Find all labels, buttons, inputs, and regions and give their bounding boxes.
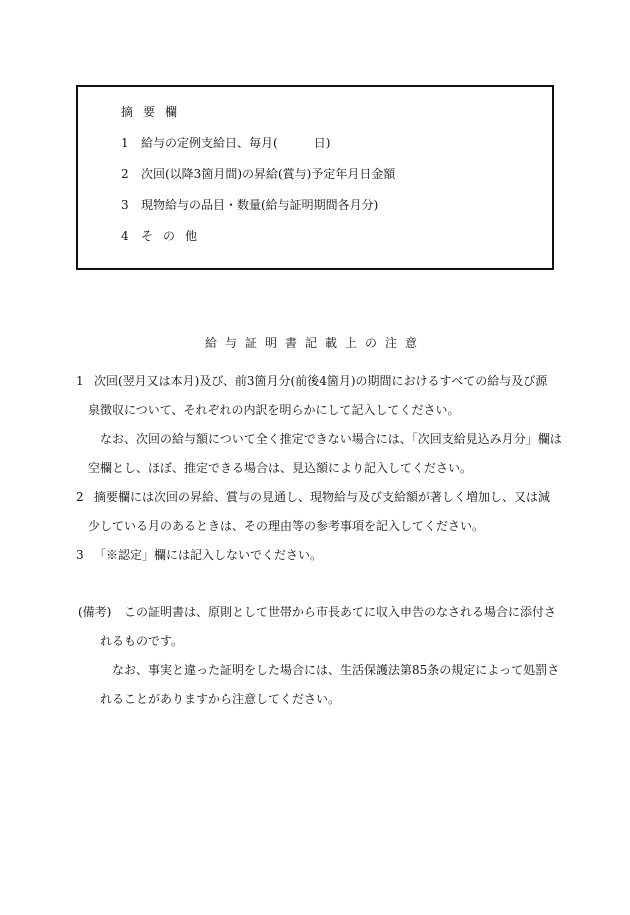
remarks-line-1 <box>78 605 556 619</box>
memo-title: 摘要欄 <box>121 105 188 119</box>
note-2-line-1 <box>76 490 550 504</box>
note-1-line-3: なお、次回の給与額について全く推定できない場合には、「次回支給見込み月分」欄は <box>100 432 562 446</box>
remarks-label: (備考) <box>78 605 112 619</box>
remarks-text: この証明書は、原則として世帯から市長あてに収入申告のなされる場合に添付さ <box>124 605 557 619</box>
note-number: 1 <box>76 374 84 388</box>
memo-item-text-after: 日) <box>313 136 331 150</box>
memo-item-3 <box>121 198 378 212</box>
memo-item-2 <box>121 167 395 181</box>
note-text: 「※認定」欄には記入しないでください。 <box>94 548 323 562</box>
note-3 <box>76 548 322 562</box>
memo-item-text: その他 <box>141 229 208 243</box>
memo-item-1 <box>121 136 330 150</box>
memo-item-number: 4 <box>121 229 129 243</box>
memo-item-text: 現物給与の品目・数量(給与証明期間各月分) <box>141 198 379 212</box>
memo-item-number: 2 <box>121 167 129 181</box>
memo-item-4 <box>121 229 207 243</box>
note-1-line-4: 空欄とし、ほぼ、推定できる場合は、見込額により記入してください。 <box>88 461 473 475</box>
notes-title: 給与証明書記載上の注意 <box>204 336 425 350</box>
memo-item-number: 3 <box>121 198 129 212</box>
note-1-line-2: 泉徴収について、それぞれの内訳を明らかにして記入してください。 <box>88 403 460 417</box>
memo-box <box>76 85 554 270</box>
note-number: 2 <box>76 490 84 504</box>
remarks-line-3: なお、事実と違った証明をした場合には、生活保護法第85条の規定によって処罰さ <box>112 663 560 677</box>
memo-item-text: 次回(以降3箇月間)の昇給(賞与)予定年月日金額 <box>141 167 396 181</box>
note-text: 次回(翌月又は本月)及び、前3箇月分(前後4箇月)の期間におけるすべての給与及び源 <box>94 374 548 388</box>
remarks-line-2: れるものです。 <box>100 634 184 648</box>
note-2-line-2: 少している月のあるときは、その理由等の参考事項を記入してください。 <box>88 519 485 533</box>
memo-item-number: 1 <box>121 136 129 150</box>
note-1-line-1 <box>76 374 547 388</box>
note-text: 摘要欄には次回の昇給、賞与の見通し、現物給与及び支給額が著しく増加し、又は減 <box>94 490 551 504</box>
memo-item-text: 給与の定例支給日、毎月( <box>141 136 278 150</box>
remarks-line-4: れることがありますから注意してください。 <box>100 692 341 706</box>
note-number: 3 <box>76 548 84 562</box>
